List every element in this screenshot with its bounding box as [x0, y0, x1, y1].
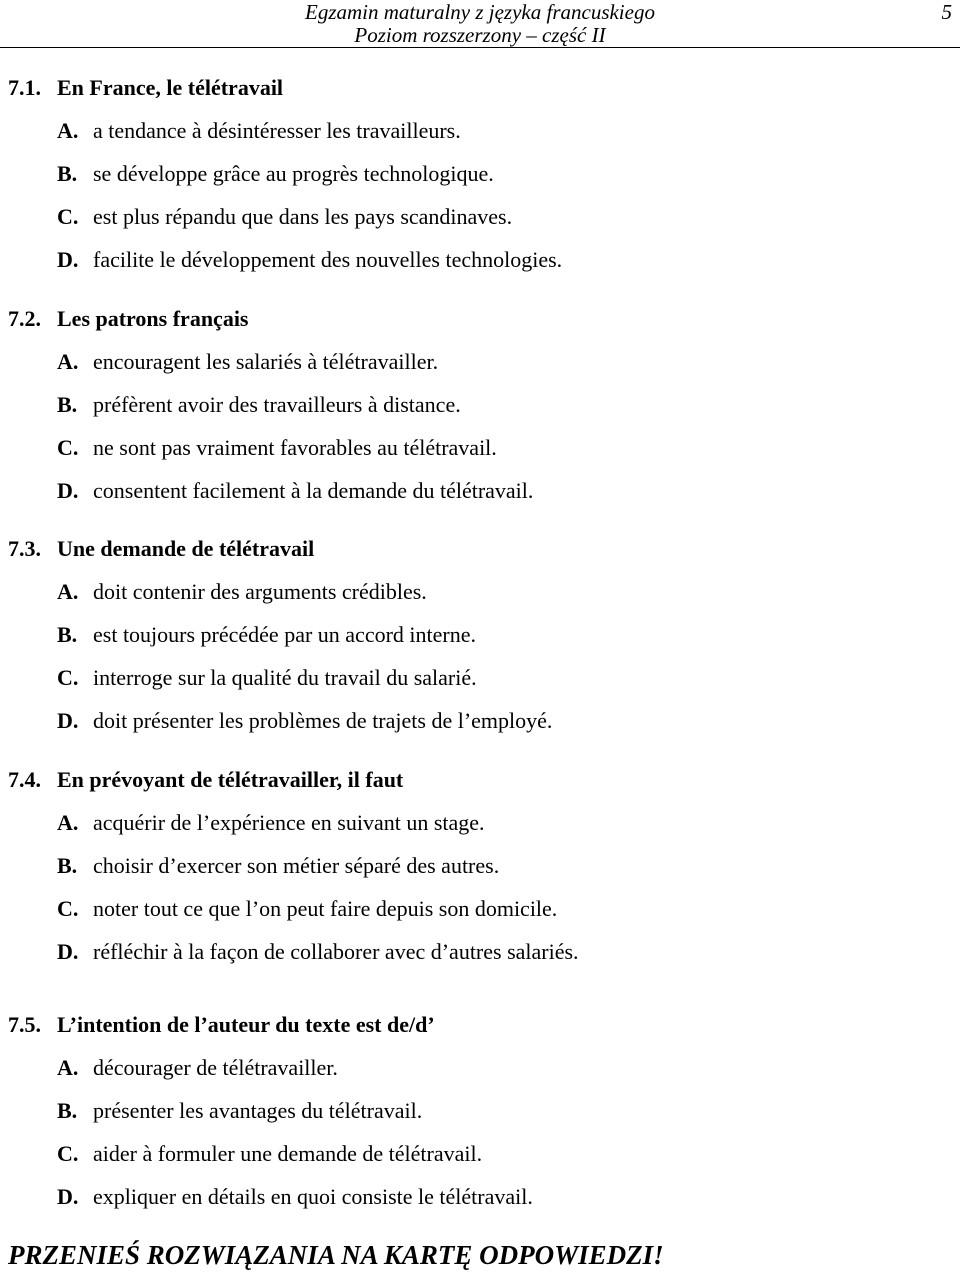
option-letter: D.	[57, 708, 79, 733]
question-stem: Une demande de télétravail	[57, 536, 315, 561]
option-letter: B.	[57, 161, 78, 186]
question-number: 7.3.	[8, 536, 41, 561]
question-heading	[8, 527, 948, 570]
question-number: 7.5.	[8, 1012, 41, 1037]
answer-option-d	[8, 469, 948, 512]
answer-option-b	[8, 1089, 948, 1132]
question-heading	[8, 66, 948, 109]
header-divider	[0, 47, 960, 48]
answer-option-c	[8, 1132, 948, 1175]
question-7-3	[8, 527, 948, 742]
question-7-4	[8, 758, 948, 973]
question-heading	[8, 1003, 948, 1046]
question-number: 7.2.	[8, 306, 41, 331]
answer-option-d	[8, 699, 948, 742]
option-letter: D.	[57, 939, 79, 964]
answer-option-c	[8, 426, 948, 469]
answer-option-b	[8, 383, 948, 426]
option-letter: B.	[57, 1098, 78, 1123]
answer-option-b	[8, 844, 948, 887]
page-header	[0, 0, 960, 49]
option-text: réfléchir à la façon de collaborer avec d’autres salariés.	[93, 939, 579, 964]
option-letter: A.	[57, 810, 79, 835]
option-letter: D.	[57, 1184, 79, 1209]
answer-option-b	[8, 613, 948, 656]
option-text: doit contenir des arguments crédibles.	[93, 579, 427, 604]
option-letter: A.	[57, 349, 79, 374]
option-letter: C.	[57, 204, 79, 229]
question-stem: Les patrons français	[57, 306, 249, 331]
question-heading	[8, 758, 948, 801]
exam-subtitle: Poziom rozszerzony – część II	[354, 23, 606, 47]
answer-option-d	[8, 238, 948, 281]
option-text: a tendance à désintéresser les travailleurs.	[93, 118, 461, 143]
answer-option-a	[8, 801, 948, 844]
answer-option-a	[8, 570, 948, 613]
answer-option-d	[8, 1175, 948, 1218]
option-text: présenter les avantages du télétravail.	[93, 1098, 423, 1123]
option-letter: C.	[57, 665, 79, 690]
answer-option-c	[8, 195, 948, 238]
question-number: 7.1.	[8, 75, 41, 100]
question-number: 7.4.	[8, 767, 41, 792]
option-letter: D.	[57, 247, 79, 272]
option-text: doit présenter les problèmes de trajets de l’employé.	[93, 708, 553, 733]
option-text: encouragent les salariés à télétravailler.	[93, 349, 439, 374]
answer-option-c	[8, 887, 948, 930]
option-text: interroge sur la qualité du travail du salarié.	[93, 665, 477, 690]
answer-option-a	[8, 340, 948, 383]
option-letter: C.	[57, 896, 79, 921]
option-text: ne sont pas vraiment favorables au télétravail.	[93, 435, 497, 460]
option-letter: A.	[57, 118, 79, 143]
answer-option-d	[8, 930, 948, 973]
option-text: facilite le développement des nouvelles technologies.	[93, 247, 563, 272]
question-7-2	[8, 297, 948, 512]
transfer-answers-instruction: PRZENIEŚ ROZWIĄZANIA NA KARTĘ ODPOWIEDZI!	[8, 1240, 664, 1270]
option-text: décourager de télétravailler.	[93, 1055, 338, 1080]
option-text: acquérir de l’expérience en suivant un stage.	[93, 810, 485, 835]
option-letter: C.	[57, 1141, 79, 1166]
option-text: noter tout ce que l’on peut faire depuis son domicile.	[93, 896, 558, 921]
option-letter: C.	[57, 435, 79, 460]
answer-option-c	[8, 656, 948, 699]
answer-option-b	[8, 152, 948, 195]
answer-option-a	[8, 1046, 948, 1089]
page-number: 5	[941, 0, 952, 24]
question-stem: En prévoyant de télétravailler, il faut	[57, 767, 404, 792]
option-letter: B.	[57, 622, 78, 647]
question-7-1	[8, 66, 948, 281]
option-text: aider à formuler une demande de télétravail.	[93, 1141, 483, 1166]
option-text: est toujours précédée par un accord interne.	[93, 622, 476, 647]
question-stem: En France, le télétravail	[57, 75, 284, 100]
option-text: préfèrent avoir des travailleurs à distance.	[93, 392, 461, 417]
option-letter: D.	[57, 478, 79, 503]
option-text: est plus répandu que dans les pays scandinaves.	[93, 204, 513, 229]
option-letter: B.	[57, 392, 78, 417]
option-text: choisir d’exercer son métier séparé des autres.	[93, 853, 500, 878]
question-stem: L’intention de l’auteur du texte est de/d’	[57, 1012, 435, 1037]
question-heading	[8, 297, 948, 340]
exam-title: Egzamin maturalny z języka francuskiego	[305, 0, 655, 24]
option-letter: B.	[57, 853, 78, 878]
question-7-5	[8, 1003, 948, 1218]
option-letter: A.	[57, 579, 79, 604]
answer-option-a	[8, 109, 948, 152]
option-text: expliquer en détails en quoi consiste le télétravail.	[93, 1184, 533, 1209]
option-text: se développe grâce au progrès technologique.	[93, 161, 494, 186]
option-text: consentent facilement à la demande du télétravail.	[93, 478, 534, 503]
option-letter: A.	[57, 1055, 79, 1080]
